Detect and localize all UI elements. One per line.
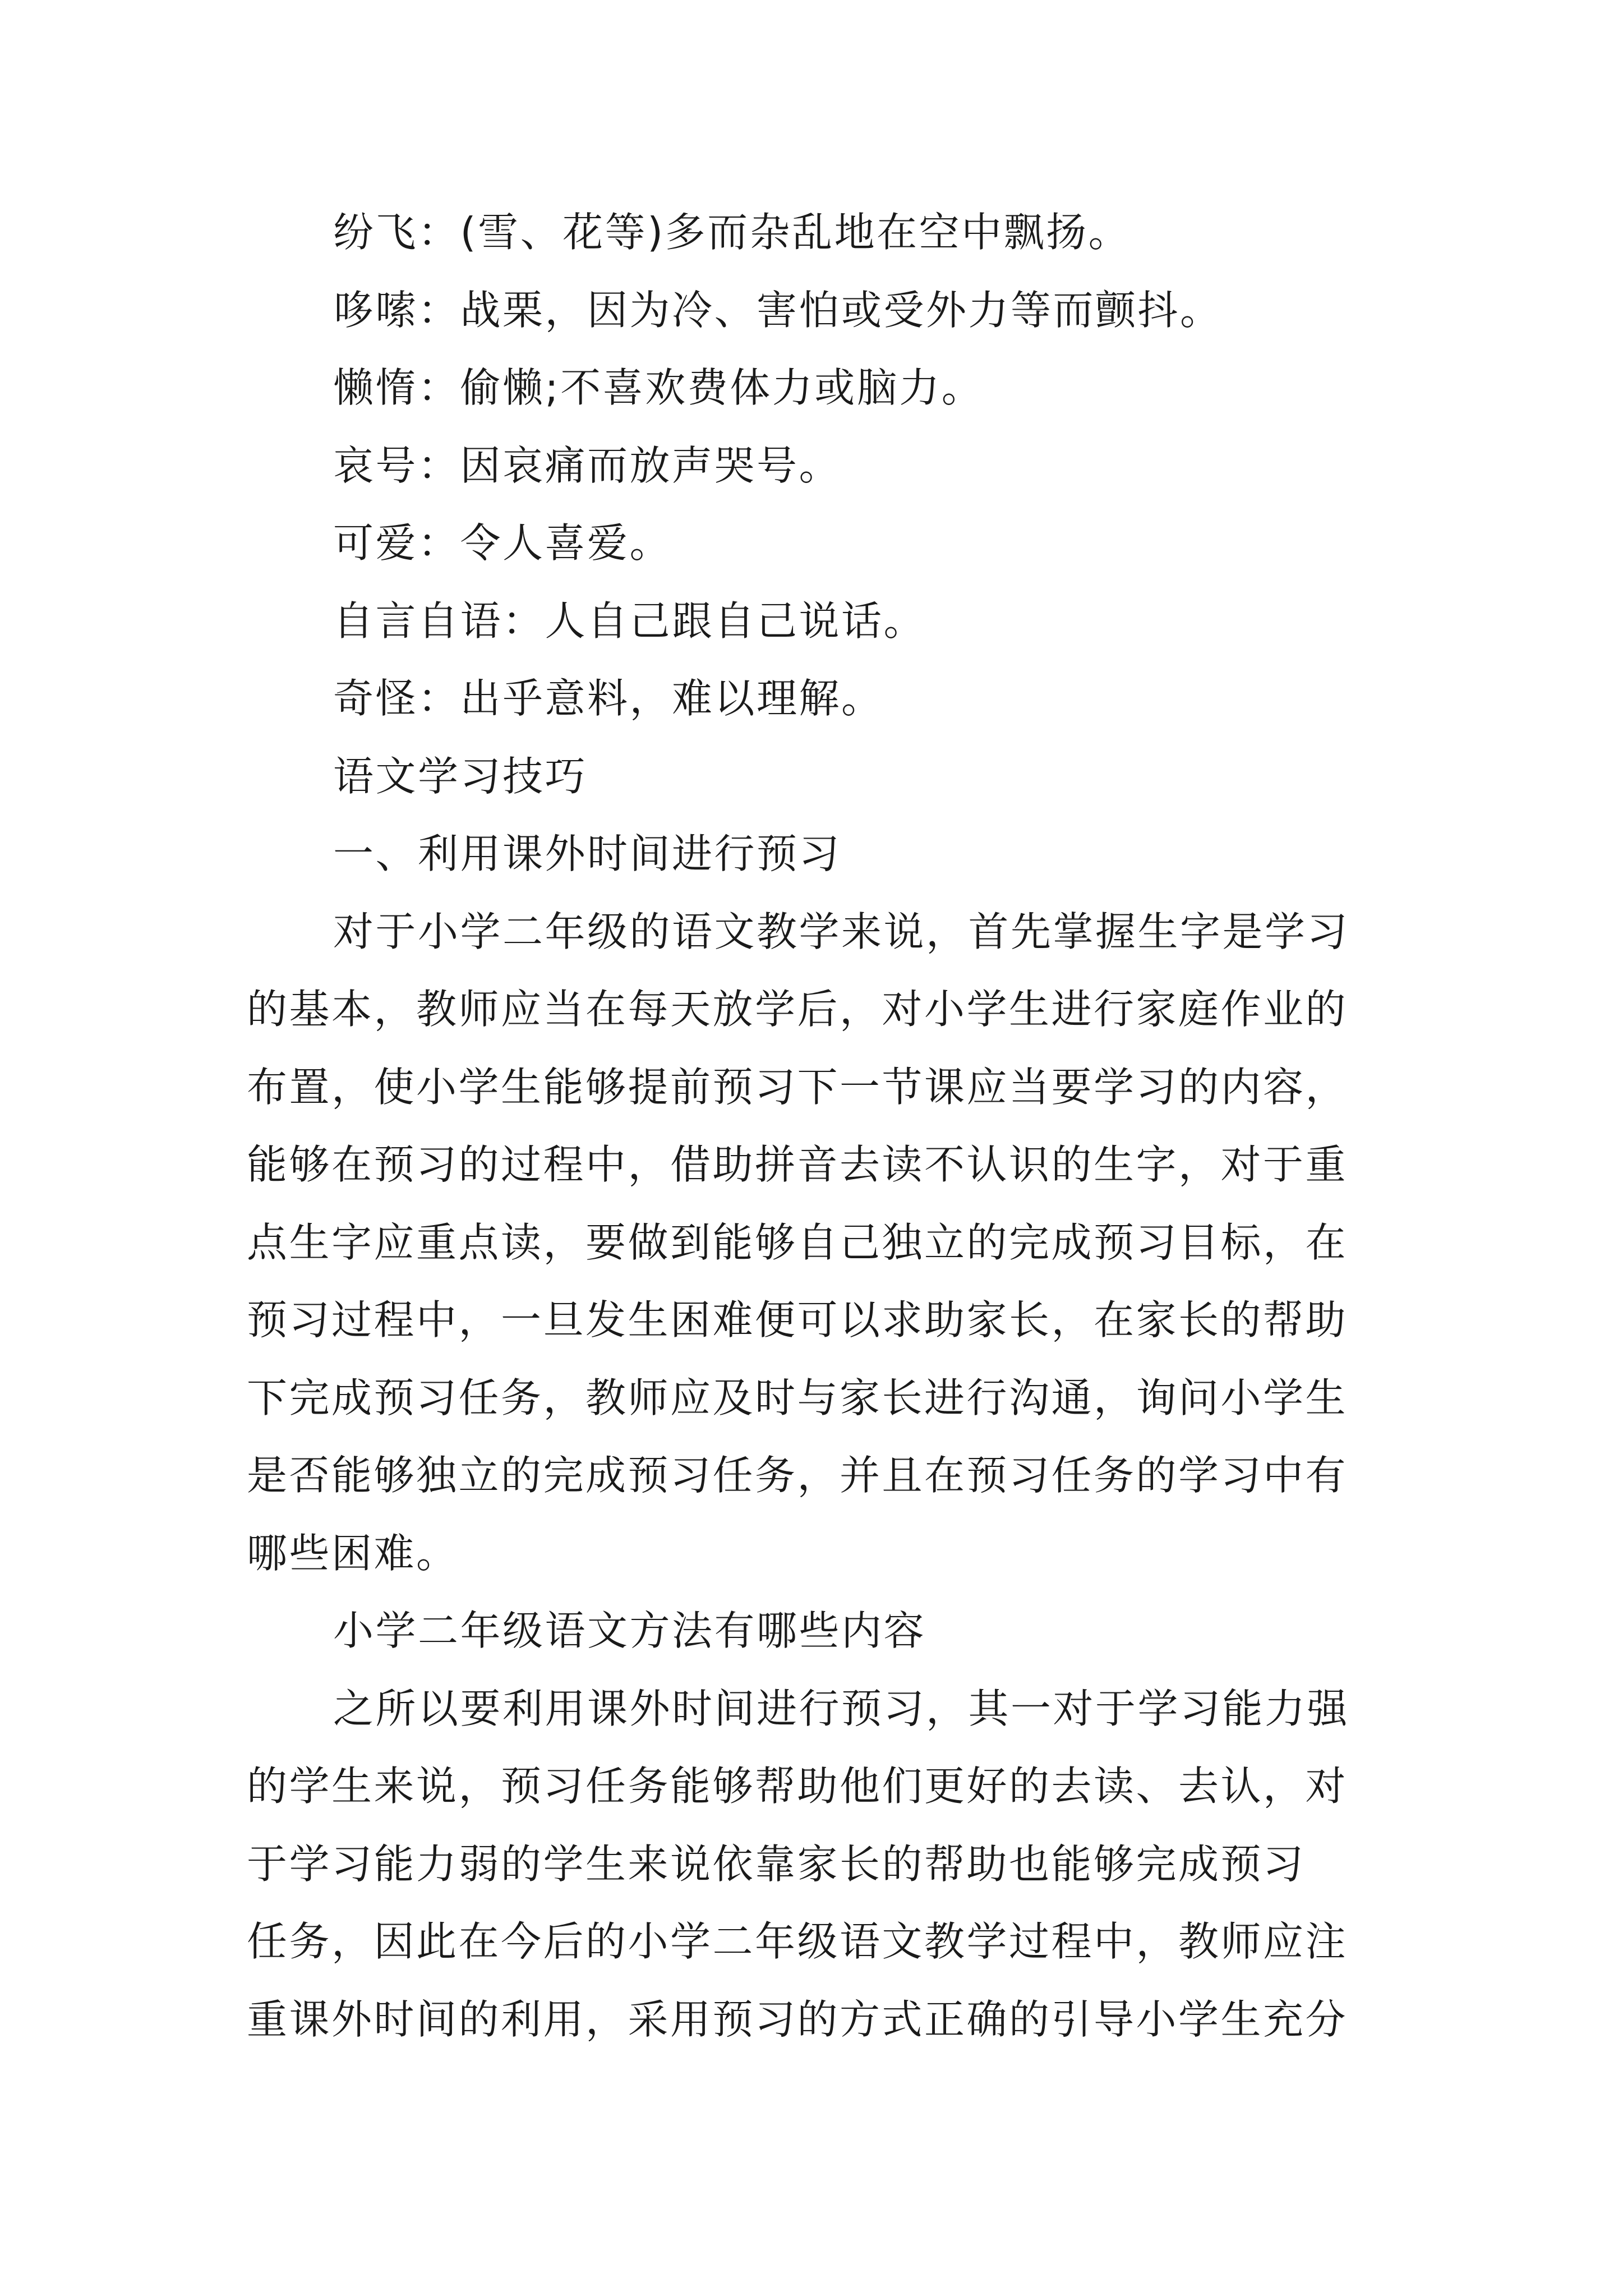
paragraph-reasons	[247, 1670, 1391, 2059]
heading-methods: 小学二年级语文方法有哪些内容	[333, 1607, 926, 1654]
paragraph-line: 任务，因此在今后的小学二年级语文教学过程中，教师应注	[247, 1918, 1348, 1965]
paragraph-line: 的学生来说，预习任务能够帮助他们更好的去读、去认，对	[247, 1763, 1348, 1810]
definition-line: 可爱：令人喜爱。	[333, 519, 672, 567]
paragraph-line: 的基本，教师应当在每天放学后，对小学生进行家庭作业的	[247, 986, 1348, 1033]
paragraph-line: 能够在预习的过程中，借助拼音去读不认识的生字，对于重	[247, 1141, 1348, 1188]
paragraph-line: 对于小学二年级的语文教学来说，首先掌握生字是学习	[333, 908, 1350, 955]
paragraph-line: 下完成预习任务，教师应及时与家长进行沟通，询问小学生	[247, 1374, 1348, 1421]
paragraph-line: 重课外时间的利用，采用预习的方式正确的引导小学生充分	[247, 1995, 1348, 2043]
definition-line: 自言自语：人自己跟自己说话。	[333, 597, 926, 645]
document-body	[247, 194, 1391, 2058]
paragraph-preview	[247, 893, 1391, 1593]
paragraph-line: 预习过程中，一旦发生困难便可以求助家长，在家长的帮助	[247, 1296, 1348, 1343]
definition-line: 哆嗦：战栗，因为冷、害怕或受外力等而颤抖。	[333, 286, 1223, 334]
heading-section-one: 一、利用课外时间进行预习	[333, 830, 842, 877]
paragraph-line: 点生字应重点读，要做到能够自己独立的完成预习目标，在	[247, 1218, 1348, 1266]
paragraph-line: 之所以要利用课外时间进行预习，其一对于学习能力强	[333, 1685, 1350, 1732]
definition-line: 奇怪：出乎意料，难以理解。	[333, 675, 884, 722]
heading-study-tips: 语文学习技巧	[333, 752, 588, 800]
paragraph-line: 哪些困难。	[247, 1529, 459, 1577]
paragraph-line: 布置，使小学生能够提前预习下一节课应当要学习的内容，	[247, 1063, 1348, 1111]
paragraph-line: 于学习能力弱的学生来说依靠家长的帮助也能够完成预习	[247, 1840, 1306, 1888]
definition-line: 纷飞：(雪、花等)多而杂乱地在空中飘扬。	[333, 209, 1131, 256]
definition-line: 懒惰：偷懒;不喜欢费体力或脑力。	[333, 364, 984, 411]
paragraph-line: 是否能够独立的完成预习任务，并且在预习任务的学习中有	[247, 1452, 1348, 1499]
definition-line: 哀号：因哀痛而放声哭号。	[333, 441, 842, 489]
